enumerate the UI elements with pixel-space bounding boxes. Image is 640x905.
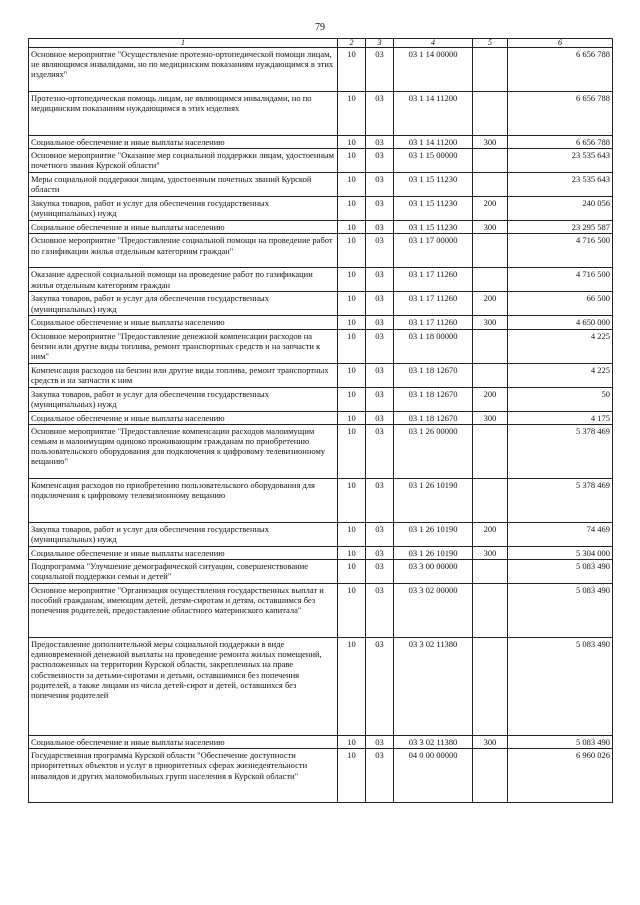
cell-expense-type: 200 xyxy=(473,387,508,411)
table-row xyxy=(29,292,613,316)
cell-expense-type xyxy=(473,560,508,584)
cell-subsection: 03 xyxy=(366,584,394,638)
table-row xyxy=(29,546,613,559)
cell-subsection: 03 xyxy=(366,136,394,149)
cell-section: 10 xyxy=(338,173,366,197)
cell-name: Социальное обеспечение и иные выплаты населению xyxy=(29,136,338,149)
table-row xyxy=(29,522,613,546)
cell-subsection: 03 xyxy=(366,149,394,173)
cell-section: 10 xyxy=(338,197,366,221)
cell-target-code: 03 1 18 12670 xyxy=(394,363,473,387)
cell-expense-type xyxy=(473,173,508,197)
cell-subsection: 03 xyxy=(366,268,394,292)
cell-section: 10 xyxy=(338,329,366,363)
table-row xyxy=(29,197,613,221)
cell-subsection: 03 xyxy=(366,387,394,411)
table-row xyxy=(29,363,613,387)
cell-subsection: 03 xyxy=(366,92,394,136)
cell-expense-type xyxy=(473,234,508,268)
cell-target-code: 03 1 15 11230 xyxy=(394,197,473,221)
cell-section: 10 xyxy=(338,268,366,292)
cell-name: Основное мероприятие "Организация осуществления государственных выплат и пособий гражданам, имеющим детей, детям-сиротам и детям, оставшимся без попечения родителей, предоставление областного материнского капитала" xyxy=(29,584,338,638)
cell-section: 10 xyxy=(338,546,366,559)
cell-expense-type xyxy=(473,424,508,478)
cell-expense-type xyxy=(473,268,508,292)
cell-name: Оказание адресной социальной помощи на проведение работ по газификации жилья отдельным категориям граждан xyxy=(29,268,338,292)
cell-target-code: 03 1 14 11200 xyxy=(394,92,473,136)
cell-amount: 5 083 490 xyxy=(508,584,613,638)
header-col-1: 1 xyxy=(29,39,338,48)
cell-expense-type: 300 xyxy=(473,316,508,329)
cell-expense-type xyxy=(473,478,508,522)
cell-target-code: 03 1 18 12670 xyxy=(394,387,473,411)
cell-target-code: 03 1 17 11260 xyxy=(394,292,473,316)
cell-section: 10 xyxy=(338,136,366,149)
table-row xyxy=(29,424,613,478)
cell-amount: 6 960 026 xyxy=(508,749,613,803)
cell-name: Основное мероприятие "Оказание мер социальной поддержки лицам, удостоенным почетного звания Курской области" xyxy=(29,149,338,173)
cell-subsection: 03 xyxy=(366,638,394,736)
cell-subsection: 03 xyxy=(366,292,394,316)
cell-name: Закупка товаров, работ и услуг для обеспечения государственных (муниципальных) нужд xyxy=(29,292,338,316)
cell-subsection: 03 xyxy=(366,221,394,234)
table-row xyxy=(29,411,613,424)
cell-amount: 4 225 xyxy=(508,363,613,387)
cell-name: Меры социальной поддержки лицам, удостоенным почетных званий Курской области xyxy=(29,173,338,197)
cell-section: 10 xyxy=(338,411,366,424)
header-col-5: 5 xyxy=(473,39,508,48)
cell-amount: 4 650 000 xyxy=(508,316,613,329)
table-row xyxy=(29,736,613,749)
cell-name: Социальное обеспечение и иные выплаты населению xyxy=(29,221,338,234)
cell-expense-type: 300 xyxy=(473,736,508,749)
cell-subsection: 03 xyxy=(366,522,394,546)
table-row xyxy=(29,221,613,234)
cell-expense-type xyxy=(473,329,508,363)
cell-section: 10 xyxy=(338,584,366,638)
cell-name: Закупка товаров, работ и услуг для обеспечения государственных (муниципальных) нужд xyxy=(29,197,338,221)
cell-name: Предоставление дополнительной меры социальной поддержки в виде единовременной денежной выплаты на проведение ремонта жилых помещений, расположенных на территории Курской области, закрепленных на праве собственности за детьми-сиротами и детьми, оставшимися без попечения родителей, а также лицами из числа детей-сирот и детей, оставшихся без попечения родителей xyxy=(29,638,338,736)
cell-section: 10 xyxy=(338,234,366,268)
table-row xyxy=(29,149,613,173)
cell-target-code: 03 1 26 10190 xyxy=(394,522,473,546)
table-row xyxy=(29,329,613,363)
cell-name: Социальное обеспечение и иные выплаты населению xyxy=(29,736,338,749)
cell-subsection: 03 xyxy=(366,546,394,559)
cell-subsection: 03 xyxy=(366,478,394,522)
cell-section: 10 xyxy=(338,292,366,316)
cell-expense-type xyxy=(473,48,508,92)
cell-name: Государственная программа Курской области "Обеспечение доступности приоритетных объектов и услуг в приоритетных сферах жизнедеятельности инвалидов и других маломобильных групп населения в Курской области" xyxy=(29,749,338,803)
cell-target-code: 03 3 02 00000 xyxy=(394,584,473,638)
cell-subsection: 03 xyxy=(366,173,394,197)
cell-name: Социальное обеспечение и иные выплаты населению xyxy=(29,316,338,329)
cell-section: 10 xyxy=(338,221,366,234)
cell-amount: 66 500 xyxy=(508,292,613,316)
cell-target-code: 03 3 02 11380 xyxy=(394,736,473,749)
cell-amount: 4 716 500 xyxy=(508,234,613,268)
table-row xyxy=(29,749,613,803)
cell-target-code: 03 1 18 00000 xyxy=(394,329,473,363)
cell-target-code: 04 0 00 00000 xyxy=(394,749,473,803)
cell-target-code: 03 1 14 00000 xyxy=(394,48,473,92)
cell-subsection: 03 xyxy=(366,560,394,584)
cell-amount: 50 xyxy=(508,387,613,411)
cell-target-code: 03 1 17 11260 xyxy=(394,316,473,329)
cell-name: Социальное обеспечение и иные выплаты населению xyxy=(29,546,338,559)
cell-amount: 5 378 469 xyxy=(508,478,613,522)
cell-section: 10 xyxy=(338,316,366,329)
cell-section: 10 xyxy=(338,387,366,411)
cell-expense-type: 300 xyxy=(473,136,508,149)
cell-subsection: 03 xyxy=(366,197,394,221)
cell-target-code: 03 1 26 10190 xyxy=(394,478,473,522)
header-col-3: 3 xyxy=(366,39,394,48)
cell-section: 10 xyxy=(338,92,366,136)
header-col-2: 2 xyxy=(338,39,366,48)
cell-section: 10 xyxy=(338,522,366,546)
cell-amount: 5 083 490 xyxy=(508,560,613,584)
cell-name: Компенсация расходов на бензин или другие виды топлива, ремонт транспортных средств и на запчасти к ним xyxy=(29,363,338,387)
page-number: 79 xyxy=(315,22,325,33)
cell-expense-type: 200 xyxy=(473,197,508,221)
cell-section: 10 xyxy=(338,48,366,92)
cell-target-code: 03 1 14 11200 xyxy=(394,136,473,149)
cell-amount: 4 225 xyxy=(508,329,613,363)
budget-table xyxy=(28,38,613,803)
cell-name: Компенсация расходов по приобретению пользовательского оборудования для подключения к цифровому телевизионному вещанию xyxy=(29,478,338,522)
table-row xyxy=(29,638,613,736)
cell-amount: 23 295 587 xyxy=(508,221,613,234)
table-row xyxy=(29,234,613,268)
table-row xyxy=(29,268,613,292)
cell-name: Закупка товаров, работ и услуг для обеспечения государственных (муниципальных) нужд xyxy=(29,522,338,546)
cell-amount: 74 469 xyxy=(508,522,613,546)
cell-amount: 23 535 643 xyxy=(508,149,613,173)
cell-amount: 5 083 490 xyxy=(508,736,613,749)
cell-name: Протезно-ортопедическая помощь лицам, не являющимся инвалидами, но по медицинским показаниям нуждающимся в этих изделиях xyxy=(29,92,338,136)
cell-target-code: 03 1 15 11230 xyxy=(394,221,473,234)
cell-target-code: 03 1 26 10190 xyxy=(394,546,473,559)
cell-target-code: 03 1 18 12670 xyxy=(394,411,473,424)
cell-section: 10 xyxy=(338,736,366,749)
cell-expense-type: 300 xyxy=(473,546,508,559)
cell-subsection: 03 xyxy=(366,329,394,363)
cell-expense-type xyxy=(473,584,508,638)
cell-subsection: 03 xyxy=(366,736,394,749)
cell-subsection: 03 xyxy=(366,749,394,803)
cell-amount: 5 378 469 xyxy=(508,424,613,478)
cell-target-code: 03 1 17 00000 xyxy=(394,234,473,268)
cell-subsection: 03 xyxy=(366,424,394,478)
cell-amount: 6 656 788 xyxy=(508,136,613,149)
cell-section: 10 xyxy=(338,363,366,387)
cell-amount: 4 716 500 xyxy=(508,268,613,292)
cell-name: Основное мероприятие "Предоставление денежной компенсации расходов на бензин или другие виды топлива, ремонт транспортных средств и на запчасти к ним" xyxy=(29,329,338,363)
cell-name: Социальное обеспечение и иные выплаты населению xyxy=(29,411,338,424)
cell-section: 10 xyxy=(338,749,366,803)
cell-name: Основное мероприятие "Предоставление компенсации расходов малоимущим семьям и малоимущим одиноко проживающим гражданам по приобретению пользовательского оборудования для подключения к цифровому телевизионному вещанию" xyxy=(29,424,338,478)
cell-section: 10 xyxy=(338,560,366,584)
cell-expense-type: 300 xyxy=(473,411,508,424)
table-row xyxy=(29,316,613,329)
cell-amount: 23 535 643 xyxy=(508,173,613,197)
header-col-4: 4 xyxy=(394,39,473,48)
cell-expense-type xyxy=(473,149,508,173)
cell-subsection: 03 xyxy=(366,363,394,387)
table-row xyxy=(29,560,613,584)
cell-amount: 240 056 xyxy=(508,197,613,221)
cell-section: 10 xyxy=(338,424,366,478)
cell-expense-type xyxy=(473,92,508,136)
cell-section: 10 xyxy=(338,638,366,736)
cell-target-code: 03 1 15 11230 xyxy=(394,173,473,197)
cell-name: Основное мероприятие "Осуществление протезно-ортопедической помощи лицам, не являющимся инвалидами, но по медицинским показаниям нуждающимся в этих изделиях" xyxy=(29,48,338,92)
cell-name: Подпрограмма "Улучшение демографической ситуации, совершенствование социальной поддержки семьи и детей" xyxy=(29,560,338,584)
cell-expense-type: 200 xyxy=(473,292,508,316)
table-row xyxy=(29,584,613,638)
table-row xyxy=(29,478,613,522)
cell-name: Закупка товаров, работ и услуг для обеспечения государственных (муниципальных) нужд xyxy=(29,387,338,411)
cell-amount: 6 656 788 xyxy=(508,48,613,92)
cell-target-code: 03 3 00 00000 xyxy=(394,560,473,584)
cell-amount: 6 656 788 xyxy=(508,92,613,136)
cell-target-code: 03 1 17 11260 xyxy=(394,268,473,292)
table-row xyxy=(29,387,613,411)
cell-subsection: 03 xyxy=(366,411,394,424)
cell-amount: 5 083 490 xyxy=(508,638,613,736)
cell-target-code: 03 3 02 11380 xyxy=(394,638,473,736)
table-row xyxy=(29,48,613,92)
table-header-row xyxy=(29,39,613,48)
cell-target-code: 03 1 26 00000 xyxy=(394,424,473,478)
cell-section: 10 xyxy=(338,149,366,173)
cell-section: 10 xyxy=(338,478,366,522)
cell-name: Основное мероприятие "Предоставление социальной помощи на проведение работ по газификации жилья отдельным категориям граждан" xyxy=(29,234,338,268)
cell-expense-type: 300 xyxy=(473,221,508,234)
cell-amount: 5 304 000 xyxy=(508,546,613,559)
table-row xyxy=(29,173,613,197)
cell-subsection: 03 xyxy=(366,48,394,92)
cell-subsection: 03 xyxy=(366,316,394,329)
cell-expense-type xyxy=(473,749,508,803)
cell-expense-type: 200 xyxy=(473,522,508,546)
cell-expense-type xyxy=(473,638,508,736)
header-col-6: 6 xyxy=(508,39,613,48)
cell-expense-type xyxy=(473,363,508,387)
cell-amount: 4 175 xyxy=(508,411,613,424)
cell-subsection: 03 xyxy=(366,234,394,268)
table-row xyxy=(29,92,613,136)
table-row xyxy=(29,136,613,149)
cell-target-code: 03 1 15 00000 xyxy=(394,149,473,173)
